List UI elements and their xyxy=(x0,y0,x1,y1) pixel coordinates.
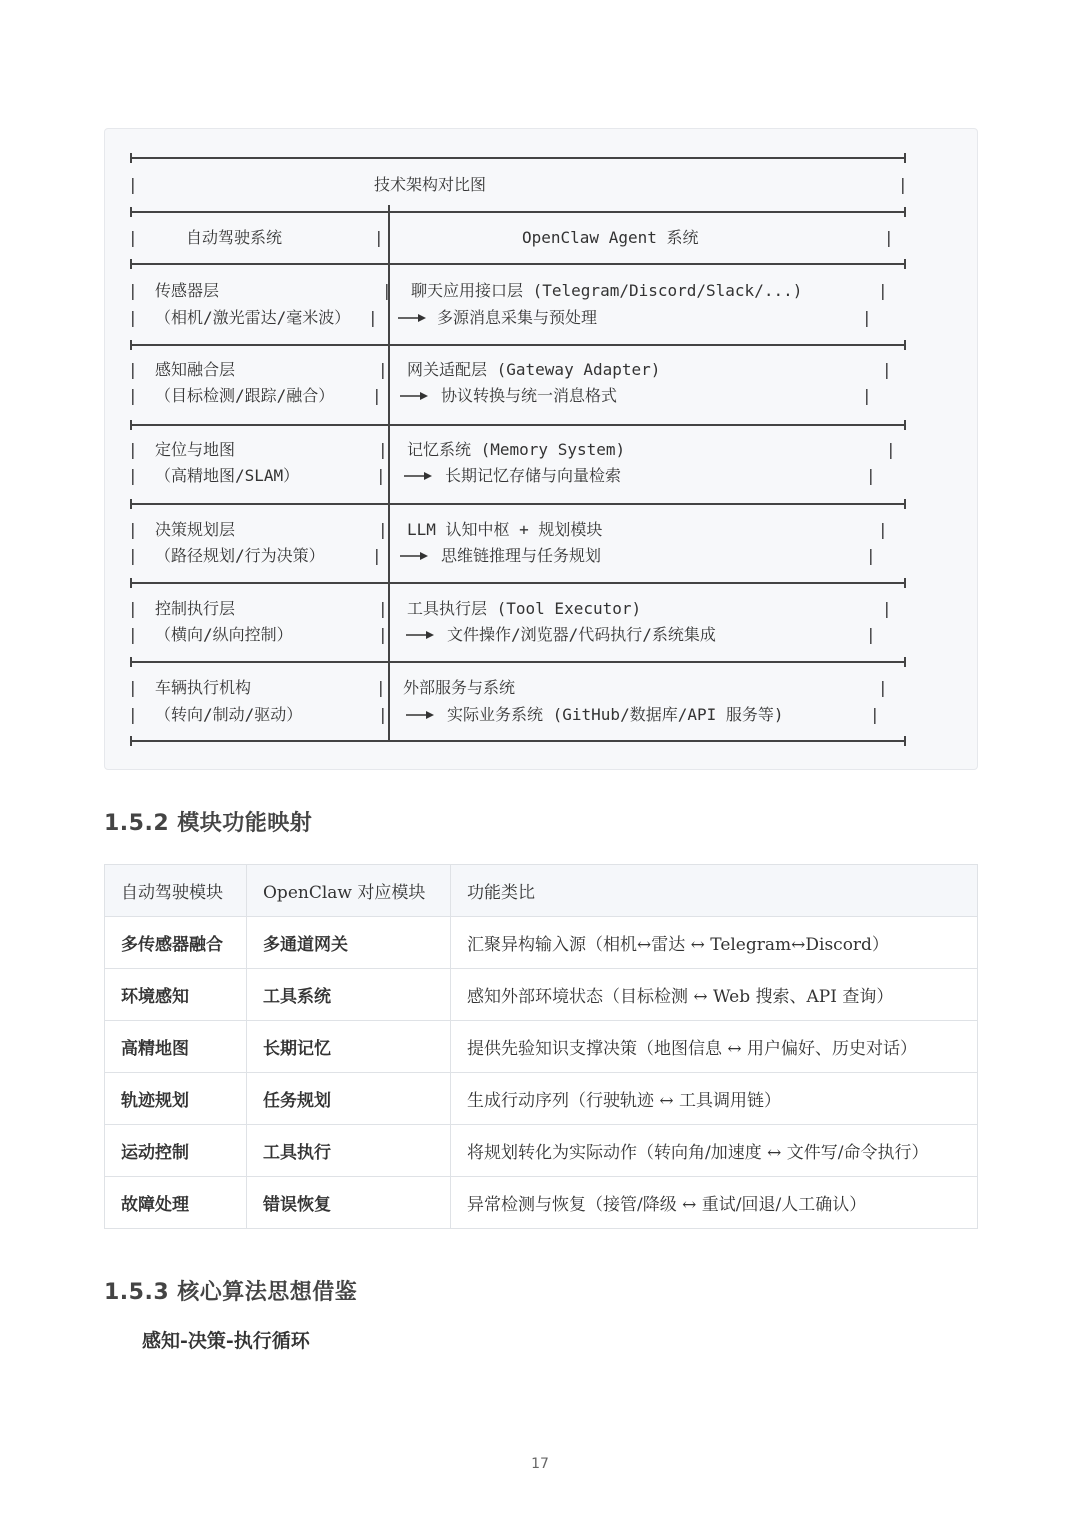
table-cell-analogy: 生成行动序列（行驶轨迹 ↔ 工具调用链） xyxy=(451,1073,978,1125)
diagram-border-char: | xyxy=(378,360,388,379)
diagram-tick xyxy=(130,420,132,430)
diagram-border-char: | xyxy=(128,625,138,644)
diagram-left-detail: （横向/纵向控制） xyxy=(155,625,293,644)
diagram-tick xyxy=(130,153,132,163)
diagram-left-detail: （转向/制动/驱动） xyxy=(155,705,303,724)
diagram-border-char: | xyxy=(866,466,876,485)
table-cell-autonomous-module: 故障处理 xyxy=(105,1177,247,1229)
diagram-border-char: | xyxy=(882,360,892,379)
diagram-rule xyxy=(130,344,906,346)
arrow-icon xyxy=(400,551,428,561)
diagram-title: 技术架构对比图 xyxy=(374,175,487,194)
diagram-border-char: | xyxy=(898,175,908,194)
table-header-row xyxy=(105,865,978,917)
diagram-tick xyxy=(904,657,906,667)
table-header-cell: 自动驾驶模块 xyxy=(105,865,247,917)
diagram-border-char: | xyxy=(378,599,388,618)
diagram-border-char: | xyxy=(378,520,388,539)
subheading: 感知-决策-执行循环 xyxy=(142,1330,310,1352)
diagram-border-char: | xyxy=(870,705,880,724)
table-cell-autonomous-module: 多传感器融合 xyxy=(105,917,247,969)
table-cell-analogy: 感知外部环境状态（目标检测 ↔ Web 搜索、API 查询） xyxy=(451,969,978,1021)
diagram-border-char: | xyxy=(866,625,876,644)
table-header-cell: 功能类比 xyxy=(451,865,978,917)
diagram-right-layer: 聊天应用接口层 (Telegram/Discord/Slack/...) xyxy=(411,281,803,300)
diagram-border-char: | xyxy=(128,175,138,194)
diagram-tick xyxy=(904,578,906,588)
diagram-border-char: | xyxy=(376,678,386,697)
diagram-left-detail: （目标检测/跟踪/融合） xyxy=(155,386,335,405)
table-cell-analogy: 汇聚异构输入源（相机↔雷达 ↔ Telegram↔Discord） xyxy=(451,917,978,969)
diagram-border-char: | xyxy=(862,308,872,327)
diagram-border-char: | xyxy=(884,228,894,247)
diagram-rule xyxy=(130,424,906,426)
diagram-left-layer: 感知融合层 xyxy=(155,360,236,379)
diagram-border-char: | xyxy=(378,705,388,724)
diagram-border-char: | xyxy=(374,228,384,247)
table-header-cell: OpenClaw 对应模块 xyxy=(247,865,451,917)
table-cell-analogy: 提供先验知识支撑决策（地图信息 ↔ 用户偏好、历史对话） xyxy=(451,1021,978,1073)
module-mapping-table xyxy=(104,864,978,1229)
diagram-border-char: | xyxy=(878,281,888,300)
arrow-icon xyxy=(404,471,432,481)
diagram-right-detail: 思维链推理与任务规划 xyxy=(441,546,602,565)
diagram-rule xyxy=(130,503,906,505)
diagram-border-char: | xyxy=(128,599,138,618)
diagram-border-char: | xyxy=(128,228,138,247)
diagram-border-char: | xyxy=(882,599,892,618)
diagram-border-char: | xyxy=(866,546,876,565)
diagram-tick xyxy=(130,340,132,350)
diagram-tick xyxy=(904,153,906,163)
diagram-left-layer: 车辆执行机构 xyxy=(155,678,252,697)
diagram-rule xyxy=(130,582,906,584)
diagram-border-char: | xyxy=(128,386,138,405)
table-cell-openclaw-module: 错误恢复 xyxy=(247,1177,451,1229)
diagram-border-char: | xyxy=(372,386,382,405)
page-number: 17 xyxy=(531,1456,549,1472)
diagram-left-detail: （高精地图/SLAM） xyxy=(155,466,300,485)
table-cell-analogy: 异常检测与恢复（接管/降级 ↔ 重试/回退/人工确认） xyxy=(451,1177,978,1229)
diagram-tick xyxy=(904,499,906,509)
diagram-border-char: | xyxy=(886,440,896,459)
diagram-border-char: | xyxy=(128,520,138,539)
table-row xyxy=(105,1021,978,1073)
diagram-right-detail: 多源消息采集与预处理 xyxy=(437,308,598,327)
diagram-right-detail: 长期记忆存储与向量检索 xyxy=(445,466,622,485)
diagram-rule xyxy=(130,661,906,663)
diagram-tick xyxy=(130,736,132,746)
diagram-border-char: | xyxy=(128,546,138,565)
diagram-right-detail: 文件操作/浏览器/代码执行/系统集成 xyxy=(447,625,716,644)
table-row xyxy=(105,1073,978,1125)
table-row xyxy=(105,917,978,969)
diagram-right-detail: 协议转换与统一消息格式 xyxy=(441,386,618,405)
diagram-rule xyxy=(130,740,906,742)
diagram-right-layer: 外部服务与系统 xyxy=(403,678,516,697)
diagram-border-char: | xyxy=(878,678,888,697)
table-row xyxy=(105,969,978,1021)
diagram-left-layer: 决策规划层 xyxy=(155,520,236,539)
diagram-right-layer: 工具执行层 (Tool Executor) xyxy=(407,599,642,618)
diagram-right-layer: 记忆系统 (Memory System) xyxy=(407,440,626,459)
diagram-border-char: | xyxy=(128,440,138,459)
table-row xyxy=(105,1177,978,1229)
diagram-tick xyxy=(130,499,132,509)
diagram-border-char: | xyxy=(382,281,392,300)
diagram-right-layer: LLM 认知中枢 + 规划模块 xyxy=(407,520,603,539)
section-heading-1-5-2: 1.5.2 模块功能映射 xyxy=(104,811,313,836)
table-cell-openclaw-module: 工具执行 xyxy=(247,1125,451,1177)
diagram-border-char: | xyxy=(378,625,388,644)
table-cell-autonomous-module: 轨迹规划 xyxy=(105,1073,247,1125)
diagram-border-char: | xyxy=(128,678,138,697)
diagram-tick xyxy=(904,207,906,217)
diagram-rule xyxy=(130,211,906,213)
table-cell-openclaw-module: 多通道网关 xyxy=(247,917,451,969)
diagram-border-char: | xyxy=(128,281,138,300)
diagram-tick xyxy=(130,657,132,667)
diagram-border-char: | xyxy=(378,440,388,459)
diagram-border-char: | xyxy=(128,466,138,485)
diagram-border-char: | xyxy=(128,705,138,724)
diagram-border-char: | xyxy=(128,308,138,327)
table-cell-autonomous-module: 高精地图 xyxy=(105,1021,247,1073)
diagram-left-layer: 传感器层 xyxy=(155,281,220,300)
table-cell-openclaw-module: 工具系统 xyxy=(247,969,451,1021)
arrow-icon xyxy=(398,313,426,323)
diagram-border-char: | xyxy=(368,308,378,327)
diagram-tick xyxy=(904,259,906,269)
arrow-icon xyxy=(406,710,434,720)
diagram-border-char: | xyxy=(372,546,382,565)
diagram-border-char: | xyxy=(878,520,888,539)
diagram-left-layer: 控制执行层 xyxy=(155,599,236,618)
table-cell-openclaw-module: 任务规划 xyxy=(247,1073,451,1125)
section-heading-1-5-3: 1.5.3 核心算法思想借鉴 xyxy=(104,1280,358,1305)
table-cell-autonomous-module: 环境感知 xyxy=(105,969,247,1021)
diagram-border-char: | xyxy=(128,360,138,379)
table-cell-autonomous-module: 运动控制 xyxy=(105,1125,247,1177)
diagram-left-detail: （相机/激光雷达/毫米波） xyxy=(155,308,351,327)
table-row xyxy=(105,1125,978,1177)
arrow-icon xyxy=(406,630,434,640)
diagram-right-layer: 网关适配层 (Gateway Adapter) xyxy=(407,360,661,379)
diagram-left-header: 自动驾驶系统 xyxy=(186,228,283,247)
diagram-tick xyxy=(904,340,906,350)
diagram-rule xyxy=(130,263,906,265)
table-cell-openclaw-module: 长期记忆 xyxy=(247,1021,451,1073)
diagram-tick xyxy=(130,259,132,269)
diagram-right-header: OpenClaw Agent 系统 xyxy=(522,228,699,247)
diagram-tick xyxy=(130,578,132,588)
diagram-left-layer: 定位与地图 xyxy=(155,440,236,459)
arrow-icon xyxy=(400,391,428,401)
diagram-border-char: | xyxy=(862,386,872,405)
diagram-tick xyxy=(904,420,906,430)
diagram-rule xyxy=(130,157,906,159)
architecture-diagram xyxy=(128,155,908,745)
table-cell-analogy: 将规划转化为实际动作（转向角/加速度 ↔ 文件写/命令执行） xyxy=(451,1125,978,1177)
diagram-right-detail: 实际业务系统 (GitHub/数据库/API 服务等) xyxy=(447,705,784,724)
diagram-left-detail: （路径规划/行为决策） xyxy=(155,546,325,565)
diagram-border-char: | xyxy=(376,466,386,485)
diagram-tick xyxy=(904,736,906,746)
diagram-tick xyxy=(130,207,132,217)
